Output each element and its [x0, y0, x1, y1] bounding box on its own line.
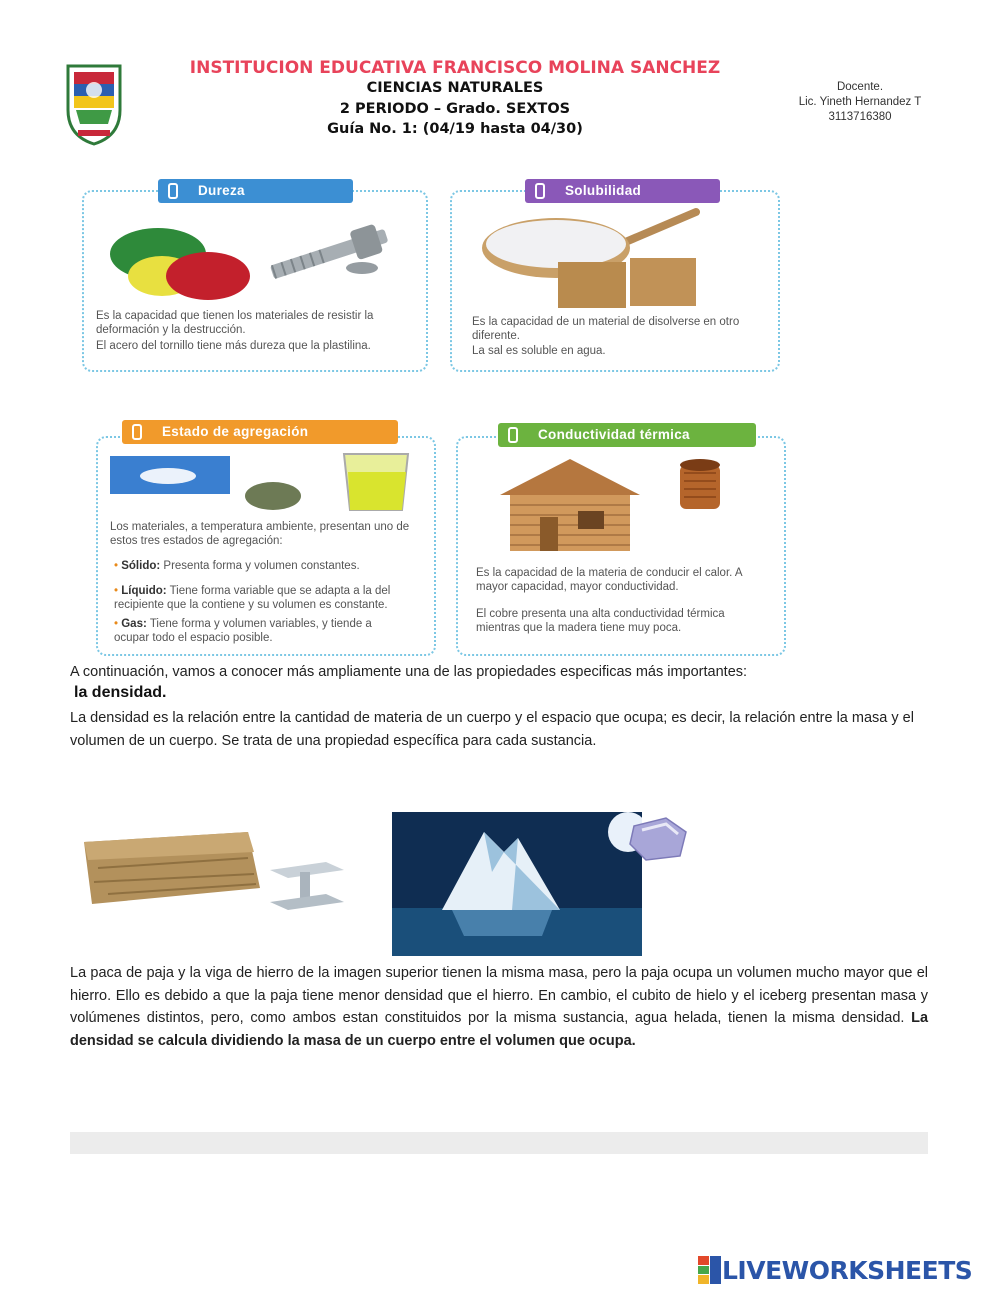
- conductividad-example: El cobre presenta una alta conductividad térmica mientras que la madera tiene muy poca.: [476, 608, 725, 634]
- card-dureza-title: [158, 179, 353, 203]
- solido-text: Presenta forma y volumen constantes.: [163, 560, 360, 572]
- card-conductividad-title-text: Conductividad térmica: [538, 427, 690, 442]
- straw-bale-image: [78, 828, 264, 908]
- liquido-label: Líquido:: [121, 585, 167, 597]
- guide-dates: Guía No. 1: (04/19 hasta 04/30): [327, 121, 583, 137]
- liveworksheets-icon: [698, 1256, 722, 1284]
- conductividad-definition: Es la capacidad de la materia de conducir el calor. A mayor capacidad, mayor conductividad.: [476, 567, 742, 593]
- tag-icon: [508, 427, 518, 443]
- card-solubilidad-title: [525, 179, 720, 203]
- card-solubilidad-title-text: Solubilidad: [565, 183, 642, 198]
- liveworksheets-logo: [698, 1256, 972, 1284]
- teacher-phone: 3113716380: [828, 111, 892, 123]
- iceberg-image: [392, 812, 642, 956]
- card-agregacion-title: [122, 420, 398, 444]
- card-conductividad-title: [498, 423, 756, 447]
- card-dureza-title-text: Dureza: [198, 183, 245, 198]
- solubilidad-example: La sal es soluble en agua.: [472, 345, 606, 357]
- density-explanation: [70, 962, 928, 1052]
- gas-label: Gas:: [121, 618, 147, 630]
- liveworksheets-text: LIVEWORKSHEETS: [722, 1255, 973, 1285]
- liquido-text: Tiene forma variable que se adapta a la del recipiente que la contiene y su volumen es constante.: [114, 585, 391, 611]
- school-crest-logo: [62, 58, 126, 146]
- cloud-gravel-glass-illustration: [108, 450, 418, 516]
- wooden-house-and-copper-wire-illustration: [480, 455, 770, 555]
- density-definition: La densidad es la relación entre la cantidad de materia de un cuerpo y el espacio que ocupa; es decir, la relación entre la masa y el volumen de un cuerpo. Se trata de una propiedad específica para cada sustancia.: [70, 710, 914, 749]
- dureza-example: El acero del tornillo tiene más dureza que la plastilina.: [96, 340, 371, 352]
- dureza-definition: Es la capacidad que tienen los materiales de resistir la deformación y la destrucción.: [96, 310, 374, 336]
- institution-name: INSTITUCION EDUCATIVA FRANCISCO MOLINA SANCHEZ: [189, 58, 721, 78]
- period-grade: 2 PERIODO – Grado. SEXTOS: [339, 101, 571, 117]
- tag-icon: [132, 424, 142, 440]
- agregacion-intro: Los materiales, a temperatura ambiente, presentan uno de estos tres estados de agregación:: [110, 521, 410, 547]
- teacher-name: Lic. Yineth Hernandez T: [798, 96, 922, 108]
- agregacion-liquido: • Líquido: Tiene forma variable que se adapta a la del recipiente que la contiene y su volumen es constante.: [114, 585, 391, 611]
- solido-label: Sólido:: [121, 560, 161, 572]
- subject-title: CIENCIAS NATURALES: [366, 80, 544, 96]
- gas-text: Tiene forma y volumen variables, y tiende a ocupar todo el espacio posible.: [114, 618, 372, 644]
- solubilidad-definition: Es la capacidad de un material de disolverse en otro diferente.: [472, 316, 740, 342]
- density-formula: La densidad se calcula dividiendo la masa de un cuerpo entre el volumen que ocupa.: [70, 1010, 929, 1049]
- ice-cube-image: [626, 814, 690, 862]
- tag-icon: [168, 183, 178, 199]
- explanation-text: La paca de paja y la viga de hierro de la imagen superior tienen la misma masa, pero la paja ocupa un volumen mucho mayor que el hierro. Ello es debido a que la paja tiene menor densidad que el hierro. En cambio, el cubito de hielo y el iceberg presentan masa y volúmenes distintos, pero, como ambos estan constituidos por la misma sustancia, agua helada, tienen la misma densidad.: [70, 965, 928, 1026]
- agregacion-solido: • Sólido: Presenta forma y volumen constantes.: [114, 560, 360, 572]
- answer-bar[interactable]: [70, 1132, 928, 1154]
- agregacion-gas: • Gas: Tiene forma y volumen variables, y tiende a ocupar todo el espacio posible.: [114, 618, 372, 644]
- salt-and-sugar-cubes-illustration: [466, 206, 766, 310]
- density-intro: A continuación, vamos a conocer más ampliamente una de las propiedades especificas más importantes:: [70, 664, 748, 680]
- density-title: la densidad.: [74, 684, 167, 701]
- iron-beam-image: [266, 858, 350, 916]
- tag-icon: [535, 183, 545, 199]
- teacher-label: Docente.: [836, 81, 884, 93]
- card-agregacion-title-text: Estado de agregación: [162, 424, 309, 439]
- plasticine-and-bolt-illustration: [100, 218, 400, 302]
